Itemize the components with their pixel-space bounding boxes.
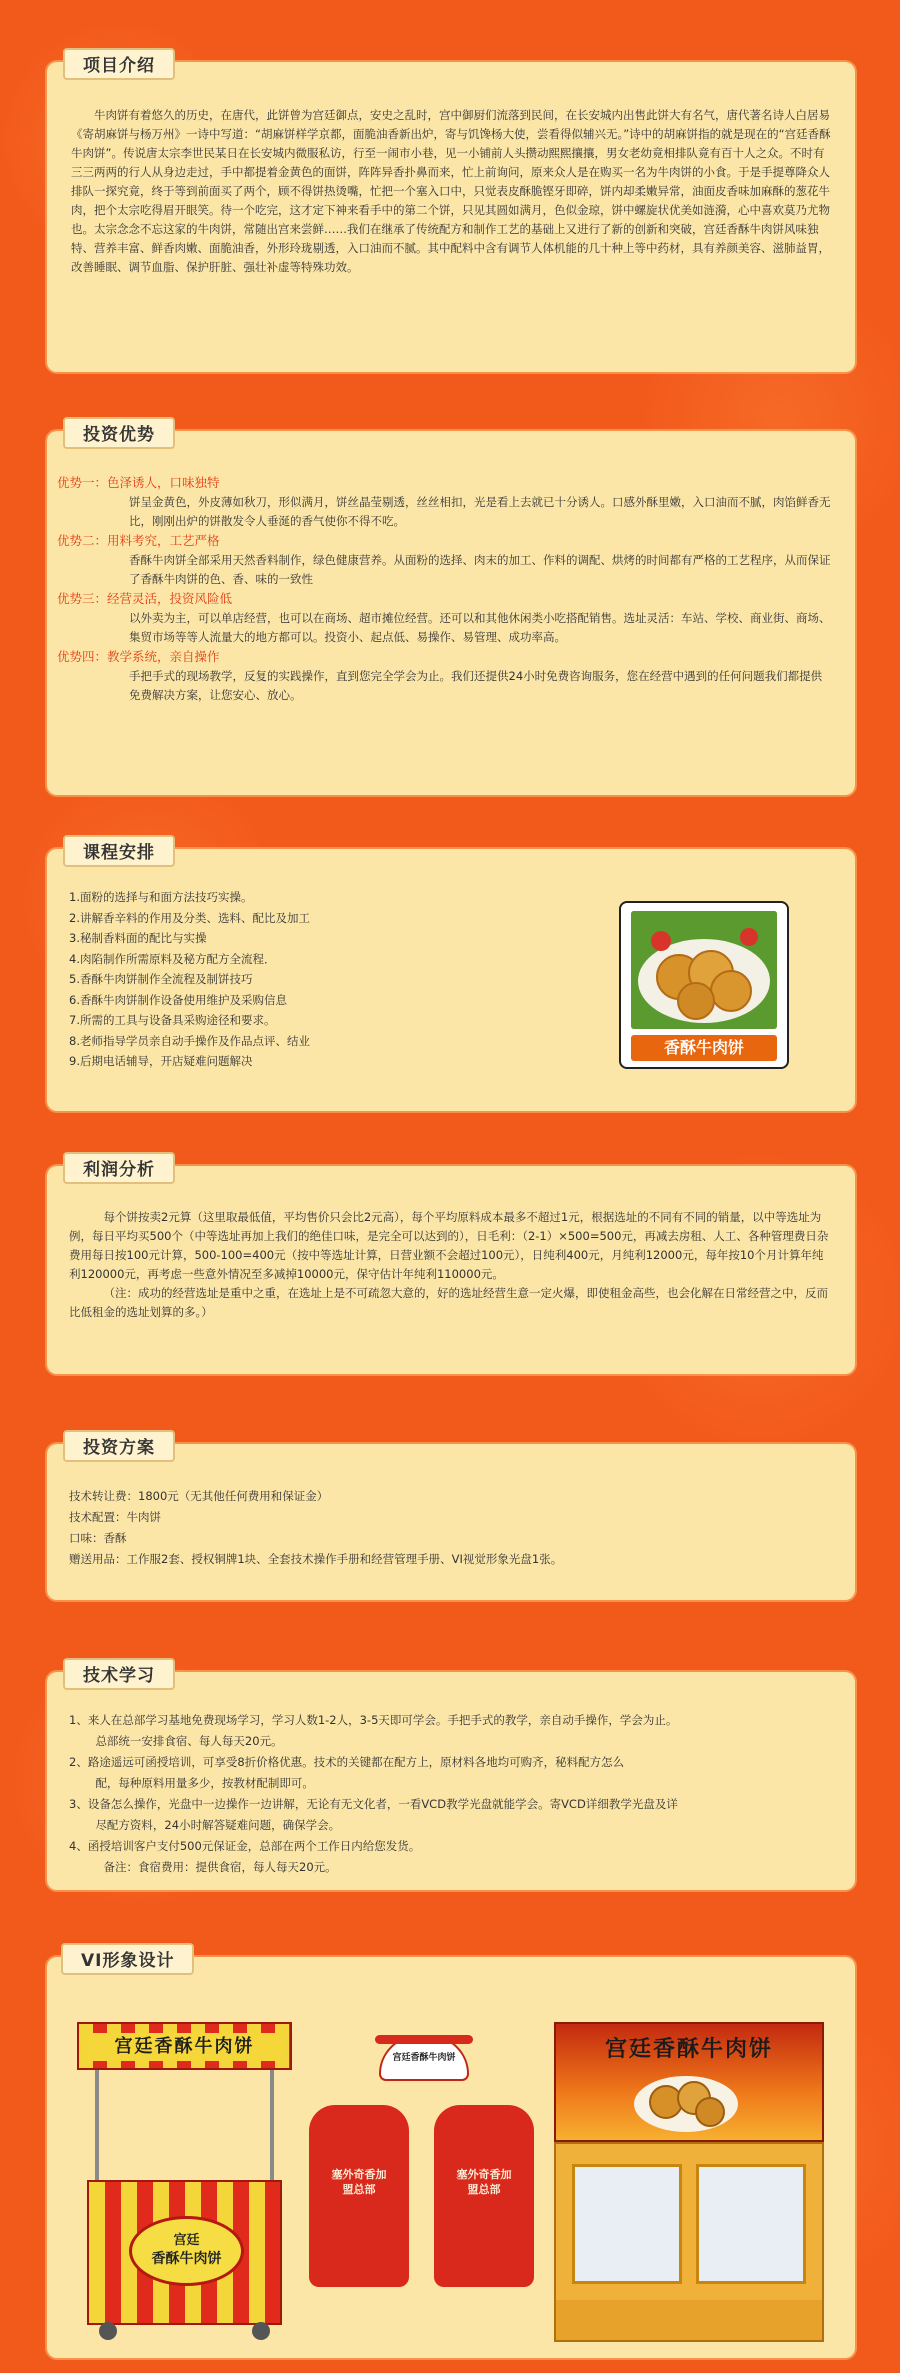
plan-title: 投资方案 (63, 1430, 175, 1462)
course-item: 7.所需的工具与设备具采购途径和要求。 (69, 1013, 276, 1027)
intro-panel (47, 56, 855, 372)
advantage-4-head: 优势四：教学系统，亲自操作 (57, 649, 220, 664)
cart-body (87, 2180, 282, 2325)
apron-right-text: 塞外奇香加盟总部 (456, 2168, 512, 2196)
apron-left-text: 塞外奇香加盟总部 (331, 2168, 387, 2196)
storefront-base (556, 2300, 822, 2340)
cap-text: 宫廷香酥牛肉饼 (392, 2053, 456, 2063)
course-item: 6.香酥牛肉饼制作设备使用维护及采购信息 (69, 992, 287, 1007)
storefront-illustration (554, 2022, 824, 2342)
profit-title: 利润分析 (63, 1152, 175, 1184)
course-list (69, 887, 310, 1072)
course-title: 课程安排 (63, 835, 175, 867)
advantage-2-body: 香酥牛肉饼全部采用天然香料制作，绿色健康营养。从面粉的选择、肉末的加工、作料的调配、烘烤的时间都有严格的工艺程序，从而保证了香酥牛肉饼的色、香、味的一致性 (129, 553, 831, 586)
profit-note: （注：成功的经营选址是重中之重，在选址上是不可疏忽大意的，好的选址经营生意一定火爆，即使租金高些，也会化解在日常经营之中，反而比低租金的选址划算的多。） (69, 1286, 828, 1319)
profit-text: 每个饼按卖2元算（这里取最低值，平均售价只会比2元高），每个平均原料成本最多不超过1元，根据选址的不同有不同的销量，以中等选址为例，每日平均买500个（中等选址再加上我们的绝佳口味，是完全可以达到的），日毛利：（2-1）×500=500元，再减去房租、人工、各种管理费日杂费用每日按100元计算，500-100=400元（按中等选址计算，日营业额不会超过100元），日纯利400元，月纯利12000元，每年按10个月计算年纯利120000元，再考虑一些意外情况至多减掉10000元，保守估计年纯利110000元。 (69, 1210, 829, 1281)
course-item: 2.讲解香辛料的作用及分类、选料、配比及加工 (69, 910, 310, 925)
plan-panel (47, 1438, 855, 1600)
course-item: 9.后期电话辅导，开店疑难问题解决 (69, 1054, 253, 1068)
beef-pie-label: 香酥牛肉饼 (631, 1035, 777, 1061)
tech-line: 4、函授培训客户支付500元保证金，总部在两个工作日内给您发货。 (69, 1839, 421, 1853)
course-item: 8.老师指导学员亲自动手操作及作品点评、结业 (69, 1033, 310, 1048)
tech-panel (47, 1666, 855, 1890)
cap-brim (375, 2035, 473, 2044)
tech-line: 3、设备怎么操作，光盘中一边操作一边讲解，无论有无文化者，一看VCD教学光盘就能学会。寄VCD详细教学光盘及详 (69, 1797, 678, 1811)
course-item: 4.肉陷制作所需原料及秘方配方全流程． (69, 951, 276, 966)
plan-line: 技术配置：牛肉饼 (69, 1510, 161, 1524)
cart-wheel-left (99, 2322, 117, 2340)
advantages-panel (47, 425, 855, 795)
advantages-list (47, 431, 855, 715)
plan-line: 口味：香酥 (69, 1531, 127, 1545)
advantage-2-head: 优势二：用料考究，工艺严格 (57, 533, 220, 548)
advantage-3-body: 以外卖为主，可以单店经营，也可以在商场、超市摊位经营。还可以和其他休闲类小吃搭配销售。选址灵活：车站、学校、商业街、商场、集贸市场等等人流量大的地方都可以。投资小、起点低、易操作、易管理、成功率高。 (129, 611, 831, 644)
intro-text: 牛肉饼有着悠久的历史，在唐代，此饼曾为宫廷御点，安史之乱时，宫中御厨们流落到民间，在长安城内出售此饼大有名气，唐代著名诗人白居易《寄胡麻饼与杨万州》一诗中写道：“胡麻饼样学京都，面脆油香新出炉，寄与饥馋杨大使，尝看得似辅兴无。”诗中的胡麻饼指的就是现在的“宫廷香酥牛肉饼”。传说唐太宗李世民某日在长安城内微服私访，行至一闹市小巷，见一小铺前人头攒动熙熙攘攘，男女老幼竟相排队竟有百十人之众。不时有三三两两的行人从身边走过，手中都提着金黄色的面饼，阵阵异香扑鼻而来，忙上前询问，原来众人是在购买一名为牛肉饼的小食。于是手提尊降众人排队一探究竟，终于等到前面买了两个，顾不得饼热烫嘴，忙把一个塞入口中，只觉表皮酥脆铿牙即碎，饼内却柔嫩异常，油面皮香味加麻酥的葱花牛肉，把个太宗吃得眉开眼笑。待一个吃完，这才定下神来看手中的第二个饼，只见其圆如满月，色似金琼，饼中螺旋状优美如涟漪，心中喜欢莫乃尤物也。太宗念念不忘这家的牛肉饼，常随出宫来尝鲜……我们在继承了传统配方和制作工艺的基础上又进行了新的创新和突破，宫廷香酥牛肉饼风味独特、营养丰富、鲜香肉嫩、面脆油香，外形玲珑剔透，入口油而不腻。其中配料中含有调节人体机能的几十种上等中药材，具有养颜美容、滋肺益胃，改善睡眠、调节血脂、保护肝脏、强壮补虚等特殊功效。 (71, 108, 831, 274)
apron-left (309, 2105, 409, 2287)
beef-pie-image (619, 901, 789, 1069)
uniform-illustration (309, 2035, 539, 2335)
advantage-1-head: 优势一：色泽诱人，口味独特 (57, 475, 220, 490)
cart-sign (129, 2216, 244, 2286)
cart-banner (77, 2022, 292, 2070)
tech-line: 2、路途遥远可函授培训，可享受8折价格优惠。技术的关键都在配方上，原材料各地均可购齐，秘料配方怎么 (69, 1755, 625, 1769)
vi-title: VI形象设计 (61, 1943, 194, 1975)
plan-line: 赠送用品：工作服2套、授权铜牌1块、全套技术操作手册和经营管理手册、VI视觉形象光盘1张。 (69, 1552, 563, 1566)
storefront-window-right (696, 2164, 806, 2284)
tech-title: 技术学习 (63, 1658, 175, 1690)
cart-wheel-right (252, 2322, 270, 2340)
cart-pole-left (95, 2070, 99, 2180)
beef-pie-photo (631, 911, 777, 1029)
storefront-sign-text: 宫廷香酥牛肉饼 (604, 2037, 773, 2062)
plan-line: 技术转让费：1800元（无其他任何费用和保证金） (69, 1489, 329, 1503)
cart-sign-top: 宫廷 (173, 2233, 200, 2248)
apron-right (434, 2105, 534, 2287)
course-item: 1.面粉的选择与和面方法技巧实操。 (69, 890, 253, 904)
intro-title: 项目介绍 (63, 48, 175, 80)
advantages-title: 投资优势 (63, 417, 175, 449)
tech-line: 备注：食宿费用：提供食宿，每人每天20元。 (103, 1860, 337, 1874)
cap (379, 2035, 469, 2081)
course-item: 5.香酥牛肉饼制作全流程及制饼技巧 (69, 972, 253, 986)
advantage-3-head: 优势三：经营灵活，投资风险低 (57, 591, 233, 606)
storefront-food-icon (626, 2064, 746, 2136)
vi-panel (47, 1951, 855, 2358)
cart-pole-right (270, 2070, 274, 2180)
course-panel (47, 843, 855, 1111)
tech-line: 1、来人在总部学习基地免费现场学习，学习人数1-2人，3-5天即可学会。手把手式的教学，亲自动手操作，学会为止。 (69, 1713, 678, 1727)
advantage-4-body: 手把手式的现场教学，反复的实践操作，直到您完全学会为止。我们还提供24小时免费咨询服务，您在经营中遇到的任何问题我们都提供免费解决方案，让您安心、放心。 (129, 669, 823, 702)
cart-illustration (77, 2022, 292, 2342)
cart-sign-bottom: 香酥牛肉饼 (151, 2251, 222, 2267)
storefront-sign (554, 2022, 824, 2142)
tech-line: 配，每种原料用量多少，按教材配制即可。 (95, 1776, 314, 1790)
advantage-1-body: 饼呈金黄色，外皮薄如秋刀，形似满月，饼丝晶莹剔透，丝丝相扣，光是看上去就已十分诱人。口感外酥里嫩，入口油而不腻，肉馅鲜香无比，刚刚出炉的饼散发令人垂涎的香气使你不得不吃。 (129, 495, 831, 528)
profit-panel (47, 1160, 855, 1374)
storefront-window-left (572, 2164, 682, 2284)
tech-line: 总部统一安排食宿、每人每天20元。 (95, 1734, 283, 1748)
tech-line: 尽配方资料，24小时解答疑难问题，确保学会。 (95, 1818, 341, 1832)
storefront-counter (554, 2142, 824, 2342)
cart-banner-text: 宫廷香酥牛肉饼 (87, 2033, 282, 2061)
course-item: 3.秘制香料面的配比与实操 (69, 931, 207, 945)
